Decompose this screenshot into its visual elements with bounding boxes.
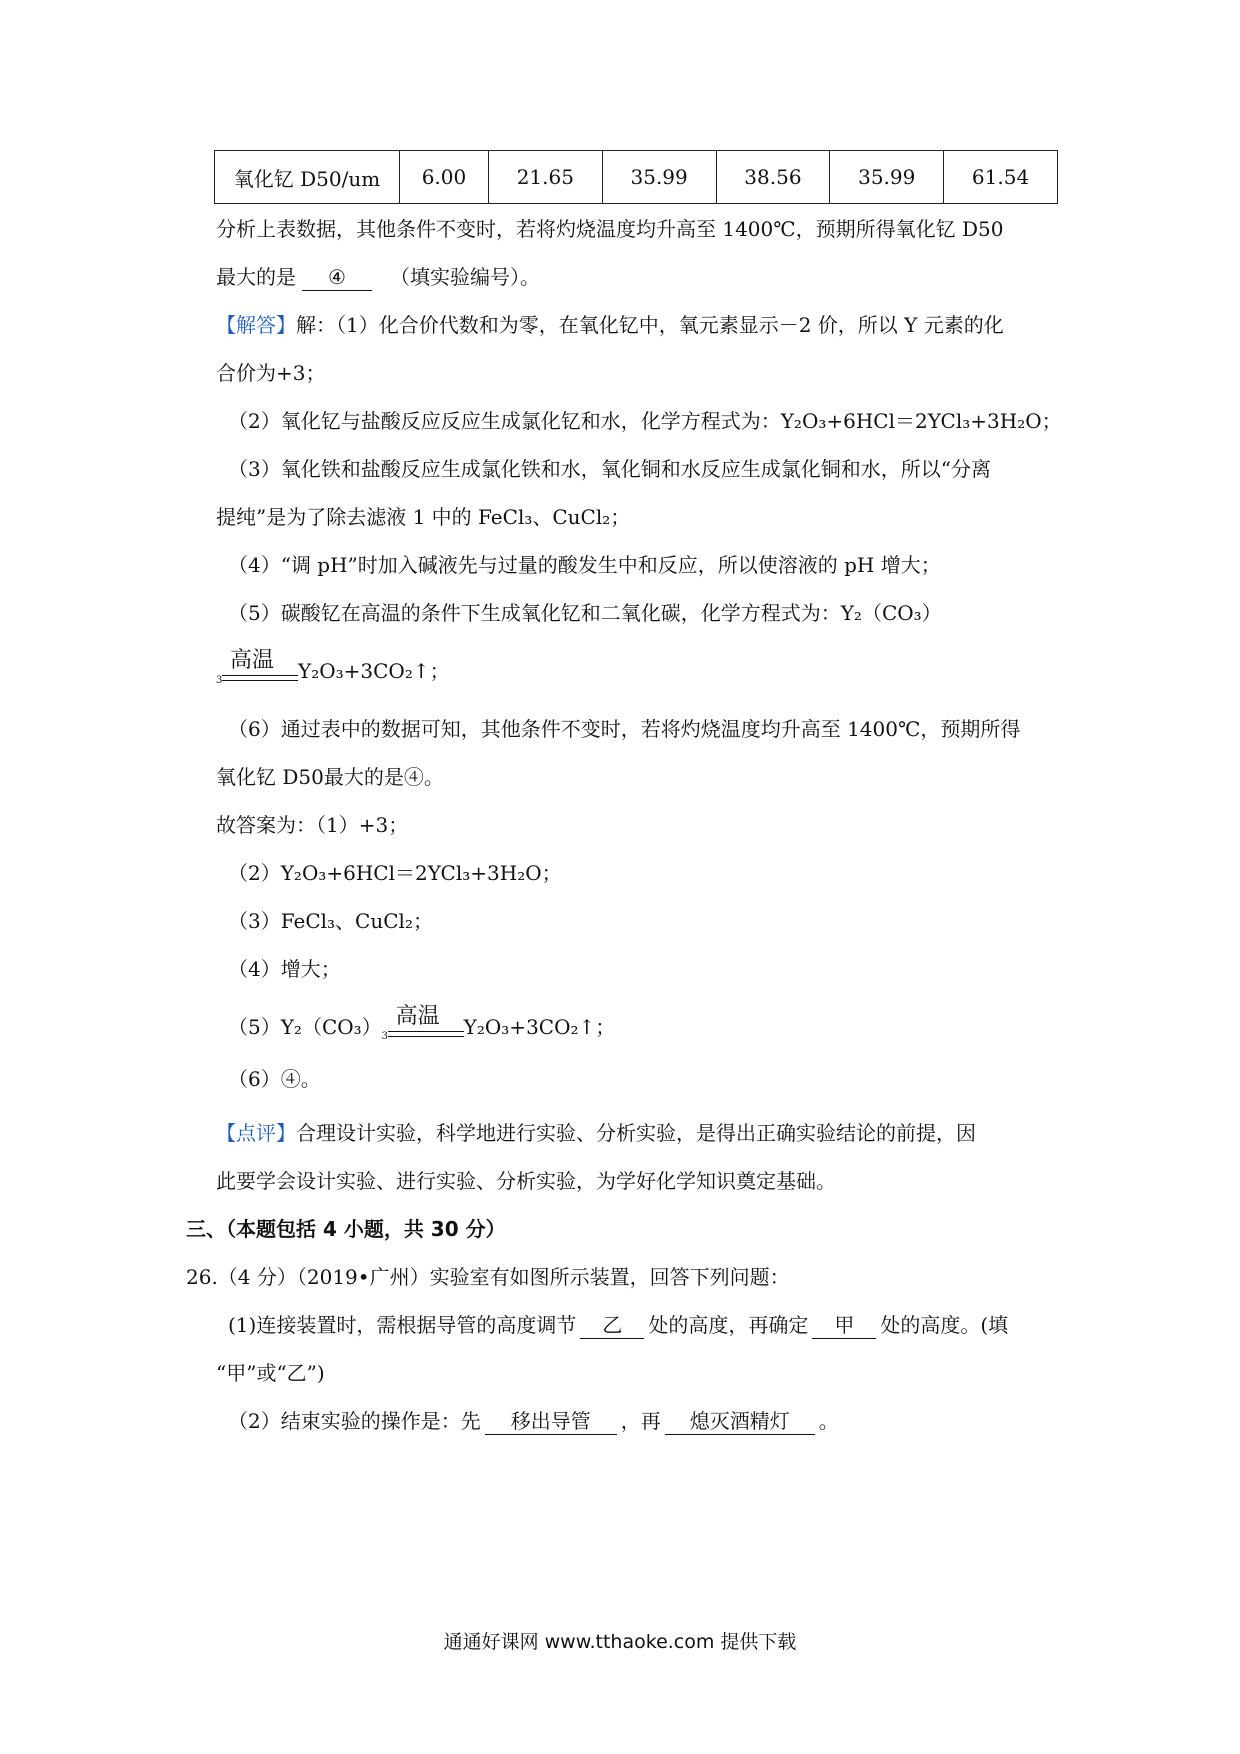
question-text-part: （2）结束实验的操作是：先 [228,1409,481,1433]
page-footer: 通通好课网 www.tthaoke.com 提供下载 [443,1631,797,1653]
answer-blank: 甲 [812,1312,876,1339]
solution-text: 提纯”是为了除去滤液 1 中的 FeCl₃、CuCl₂； [216,505,631,529]
table-cell: 6.00 [400,151,489,204]
answer-text: 故答案为：（1）+3； [216,813,409,837]
comment-tag: 【点评】 [216,1121,296,1145]
solution-text: 合价为+3； [216,361,326,385]
solution-paragraph [216,310,1004,340]
solution-text: 解：（1）化合价代数和为零，在氧化钇中，氧元素显示－2 价，所以 Y 元素的化 [296,313,1004,337]
answer-blank: 熄灭酒精灯 [665,1408,815,1435]
subscript: 3 [381,1031,389,1042]
equals-bar [388,1031,464,1037]
question-text-part: （填实验编号）。 [390,265,540,289]
solution-text: （4）“调 pH”时加入碱液先与过量的酸发生中和反应，所以使溶液的 pH 增大； [228,553,941,577]
table-cell: 61.54 [944,151,1058,204]
equation-products: Y₂O₃+3CO₂↑； [298,659,450,683]
condition-label: 高温 [230,648,275,673]
equation-reactant: （5）Y₂（CO₃） [228,1015,382,1039]
question-stem: 26.（4 分）（2019•广州）实验室有如图所示装置，回答下列问题： [186,1265,790,1289]
question-text: 分析上表数据，其他条件不变时，若将灼烧温度均升高至 1400℃，预期所得氧化钇 D50 [216,217,1004,241]
question-text-part: (1)连接装置时，需根据导管的高度调节 [228,1313,577,1337]
solution-text: （6）通过表中的数据可知，其他条件不变时，若将灼烧温度均升高至 1400℃，预期所得 [228,717,1021,741]
answer-blank: 移出导管 [485,1408,617,1435]
solution-text: （3）氧化铁和盐酸反应生成氯化铁和水，氧化铜和水反应生成氯化铜和水，所以“分离 [228,457,991,481]
comment-text: 合理设计实验，科学地进行实验、分析实验，是得出正确实验结论的前提，因 [296,1121,976,1145]
section-heading: 三、（本题包括 4 小题，共 30 分） [186,1217,506,1241]
question-text: “甲”或“乙”) [216,1361,325,1385]
question-text [228,1406,839,1436]
solution-text: 氧化钇 D50最大的是④。 [216,765,444,789]
question-text [216,262,540,292]
question-text-part: ，再 [620,1409,661,1433]
equation [216,648,450,686]
table-cell: 35.99 [830,151,944,204]
subscript: 3 [216,675,223,686]
answer-blank: ④ [302,264,372,291]
solution-text: （5）碳酸钇在高温的条件下生成氧化钇和二氧化碳，化学方程式为：Y₂（CO₃） [228,601,942,625]
equals-bar [222,675,298,681]
question-text-part: 处的高度。(填 [880,1313,1009,1337]
answer-blank: 乙 [580,1312,644,1339]
equation [228,1004,616,1042]
question-text-part: 。 [818,1409,839,1433]
answer-text: （4）增大； [228,957,341,981]
reaction-condition [216,648,298,686]
table-cell: 21.65 [488,151,602,204]
solution-tag: 【解答】 [216,313,296,337]
comment-paragraph [216,1118,976,1148]
answer-text: （3）FeCl₃、CuCl₂； [228,909,433,933]
answer-text: （6）④。 [228,1067,321,1091]
comment-text: 此要学会设计实验、进行实验、分析实验，为学好化学知识奠定基础。 [216,1169,836,1193]
question-text-part: 最大的是 [216,265,296,289]
table-label-cell: 氧化钇 D50/um [215,151,400,204]
question-text-part: 处的高度，再确定 [648,1313,809,1337]
question-text [228,1310,1008,1340]
equation-products: Y₂O₃+3CO₂↑； [463,1015,616,1039]
answer-text: （2）Y₂O₃+6HCl＝2YCl₃+3H₂O； [228,861,562,885]
table-cell: 38.56 [716,151,830,204]
reaction-condition [381,1004,464,1042]
table-cell: 35.99 [602,151,716,204]
data-table [214,150,1058,204]
solution-text: （2）氧化钇与盐酸反应反应生成氯化钇和水，化学方程式为：Y₂O₃+6HCl＝2YCl₃+3H₂O； [228,409,1062,433]
condition-label: 高温 [395,1004,440,1029]
